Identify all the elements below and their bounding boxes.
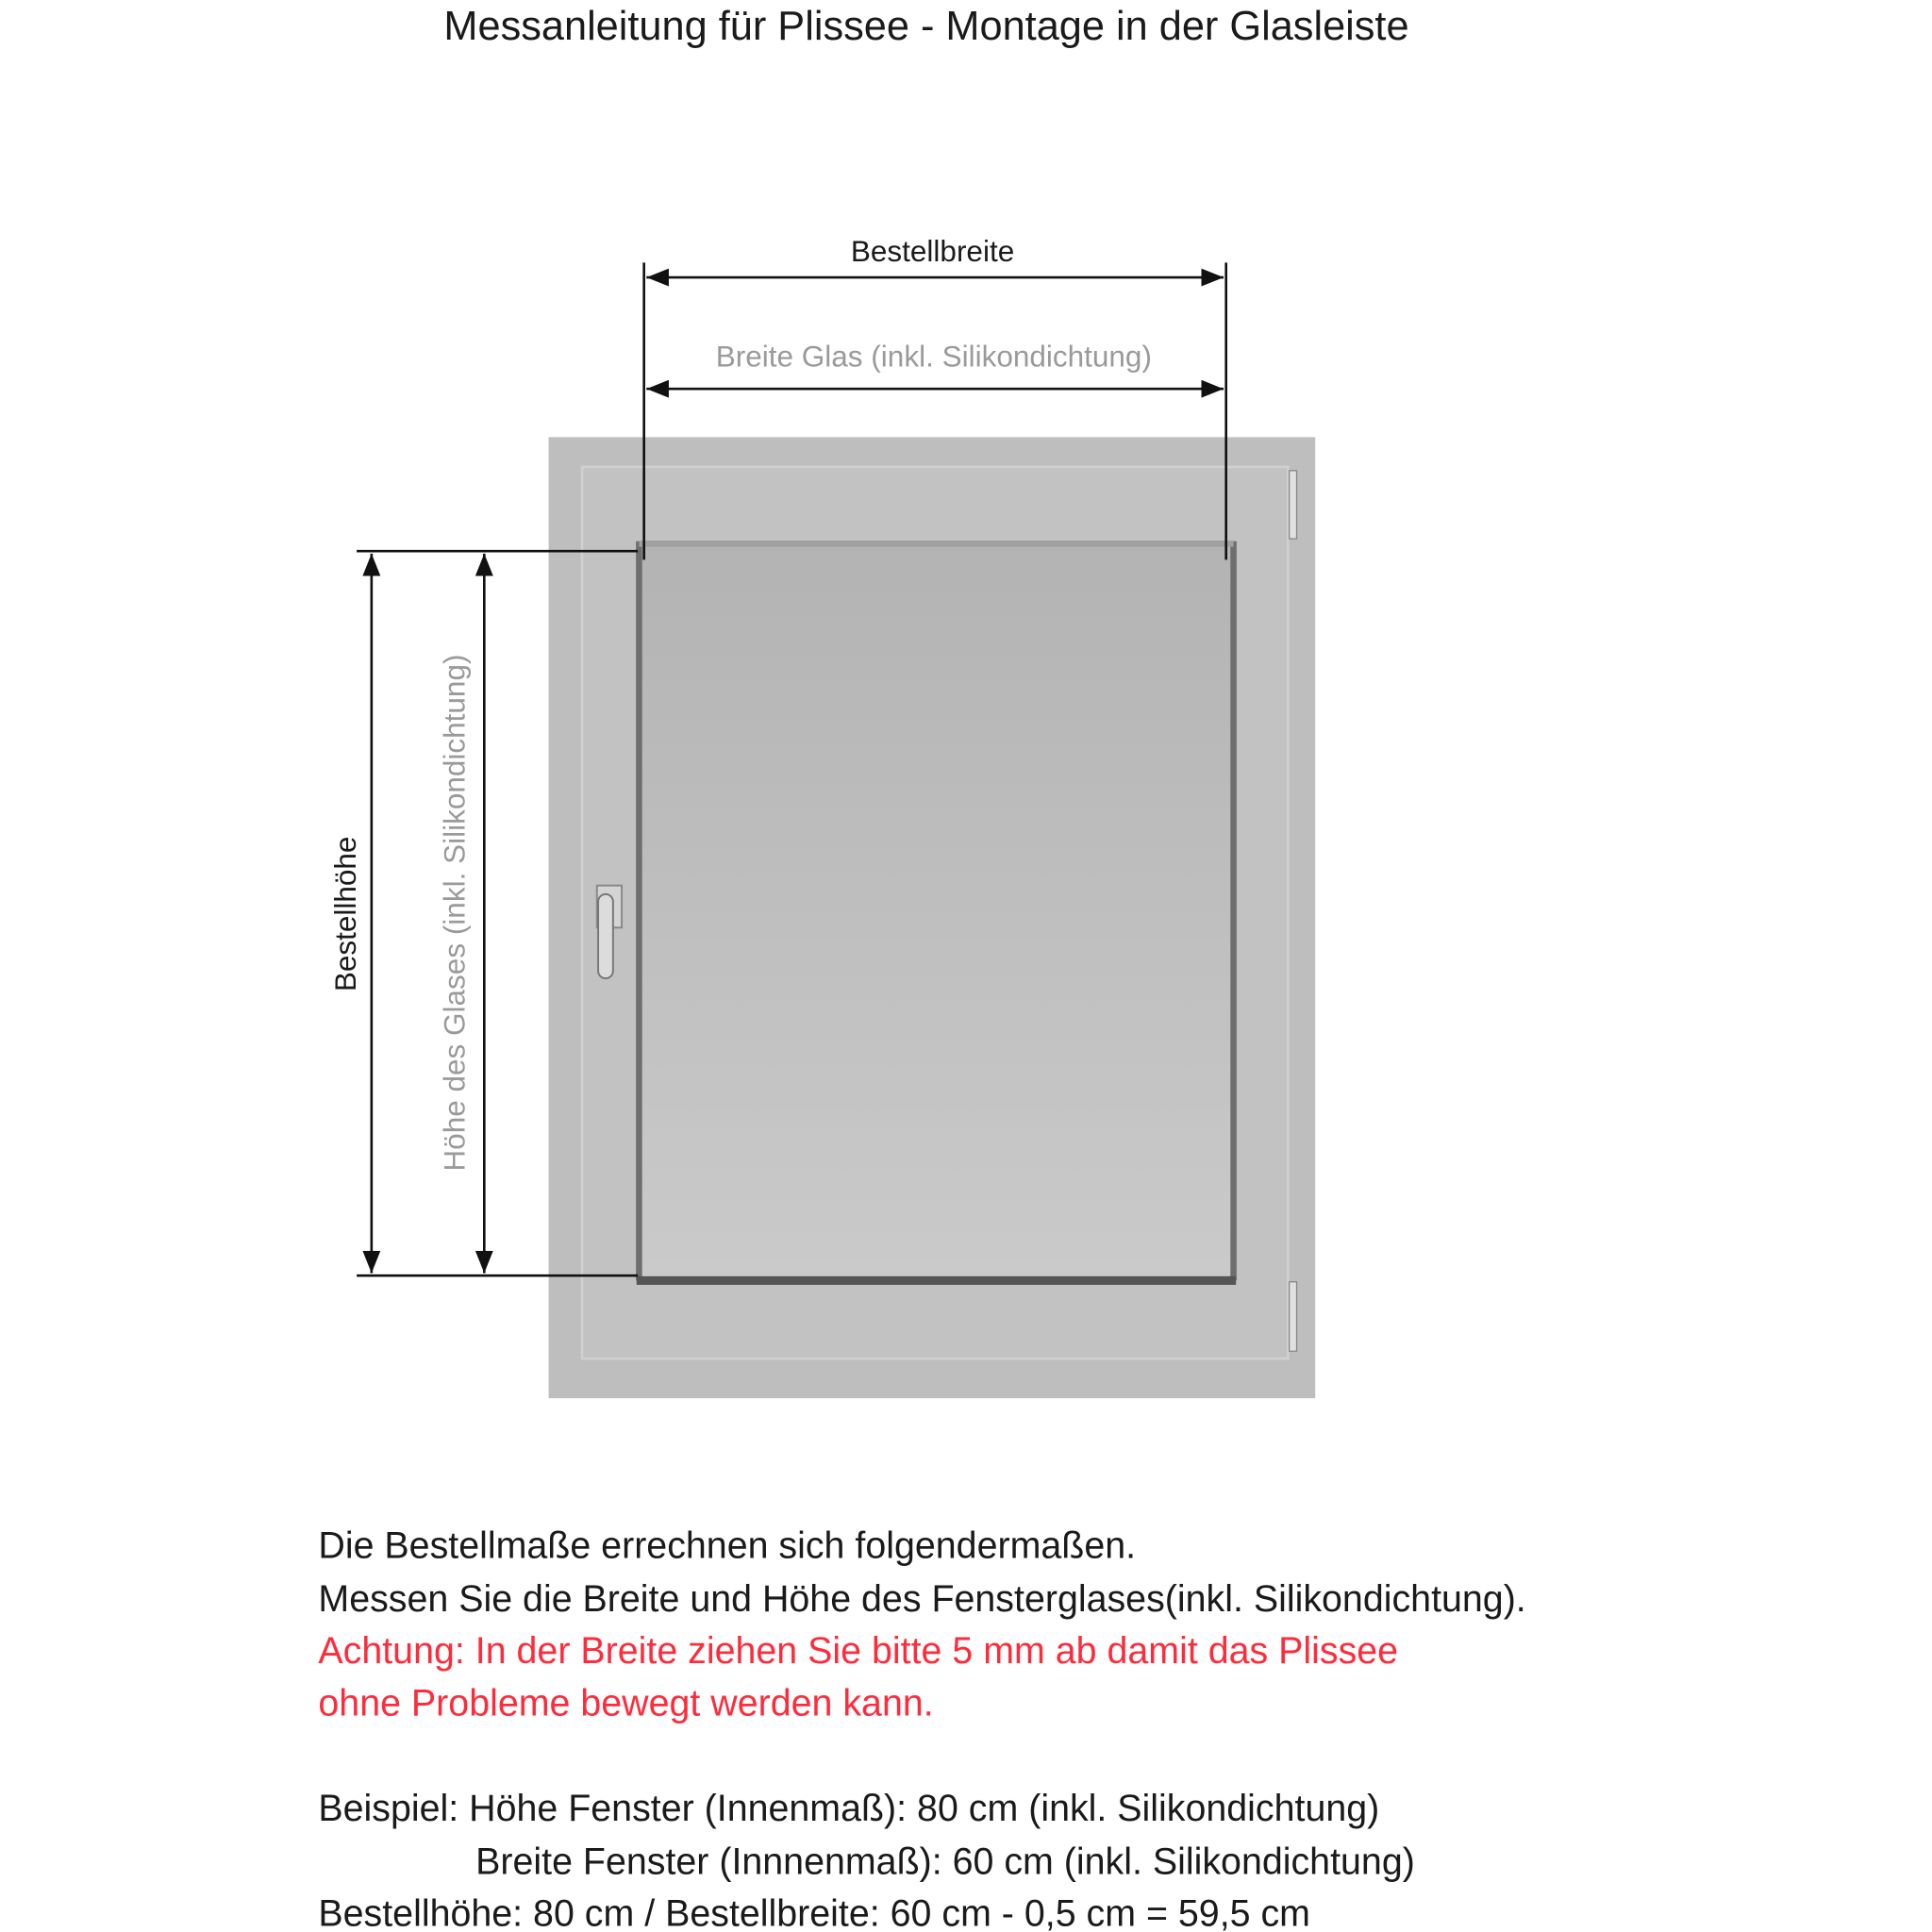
window-illustration xyxy=(549,437,1316,1398)
example-line: Beispiel: Höhe Fenster (Innenmaß): 80 cm (inkl. Silikondichtung) xyxy=(318,1787,1380,1829)
height-order-label: Bestellhöhe xyxy=(327,836,362,992)
width-glass-label: Breite Glas (inkl. Silikondichtung) xyxy=(715,339,1152,374)
warning-line: ohne Probleme bewegt werden kann. xyxy=(318,1682,934,1724)
height-glass-label: Höhe des Glases (inkl. Silikondichtung) xyxy=(437,654,472,1172)
width-order-label: Bestellbreite xyxy=(850,234,1015,269)
instruction-line: Die Bestellmaße errechnen sich folgendermaßen. xyxy=(318,1524,1137,1567)
warning-line: Achtung: In der Breite ziehen Sie bitte 5 mm ab damit das Plissee xyxy=(318,1630,1399,1673)
instruction-line: Messen Sie die Breite und Höhe des Fensterglases(inkl. Silikondichtung). xyxy=(318,1577,1526,1620)
instructions xyxy=(318,1525,1525,1932)
page-title: Messanleitung für Plissee - Montage in der Glasleiste xyxy=(443,4,1409,50)
window-glass xyxy=(639,541,1233,1281)
hinge-bottom-icon xyxy=(1290,1282,1297,1352)
hinge-top-icon xyxy=(1290,471,1297,539)
result-line: Bestellhöhe: 80 cm / Bestellbreite: 60 cm - 0,5 cm = 59,5 cm xyxy=(318,1892,1310,1932)
example-line: Breite Fenster (Innnenmaß): 60 cm (inkl. Silikondichtung) xyxy=(475,1840,1415,1883)
